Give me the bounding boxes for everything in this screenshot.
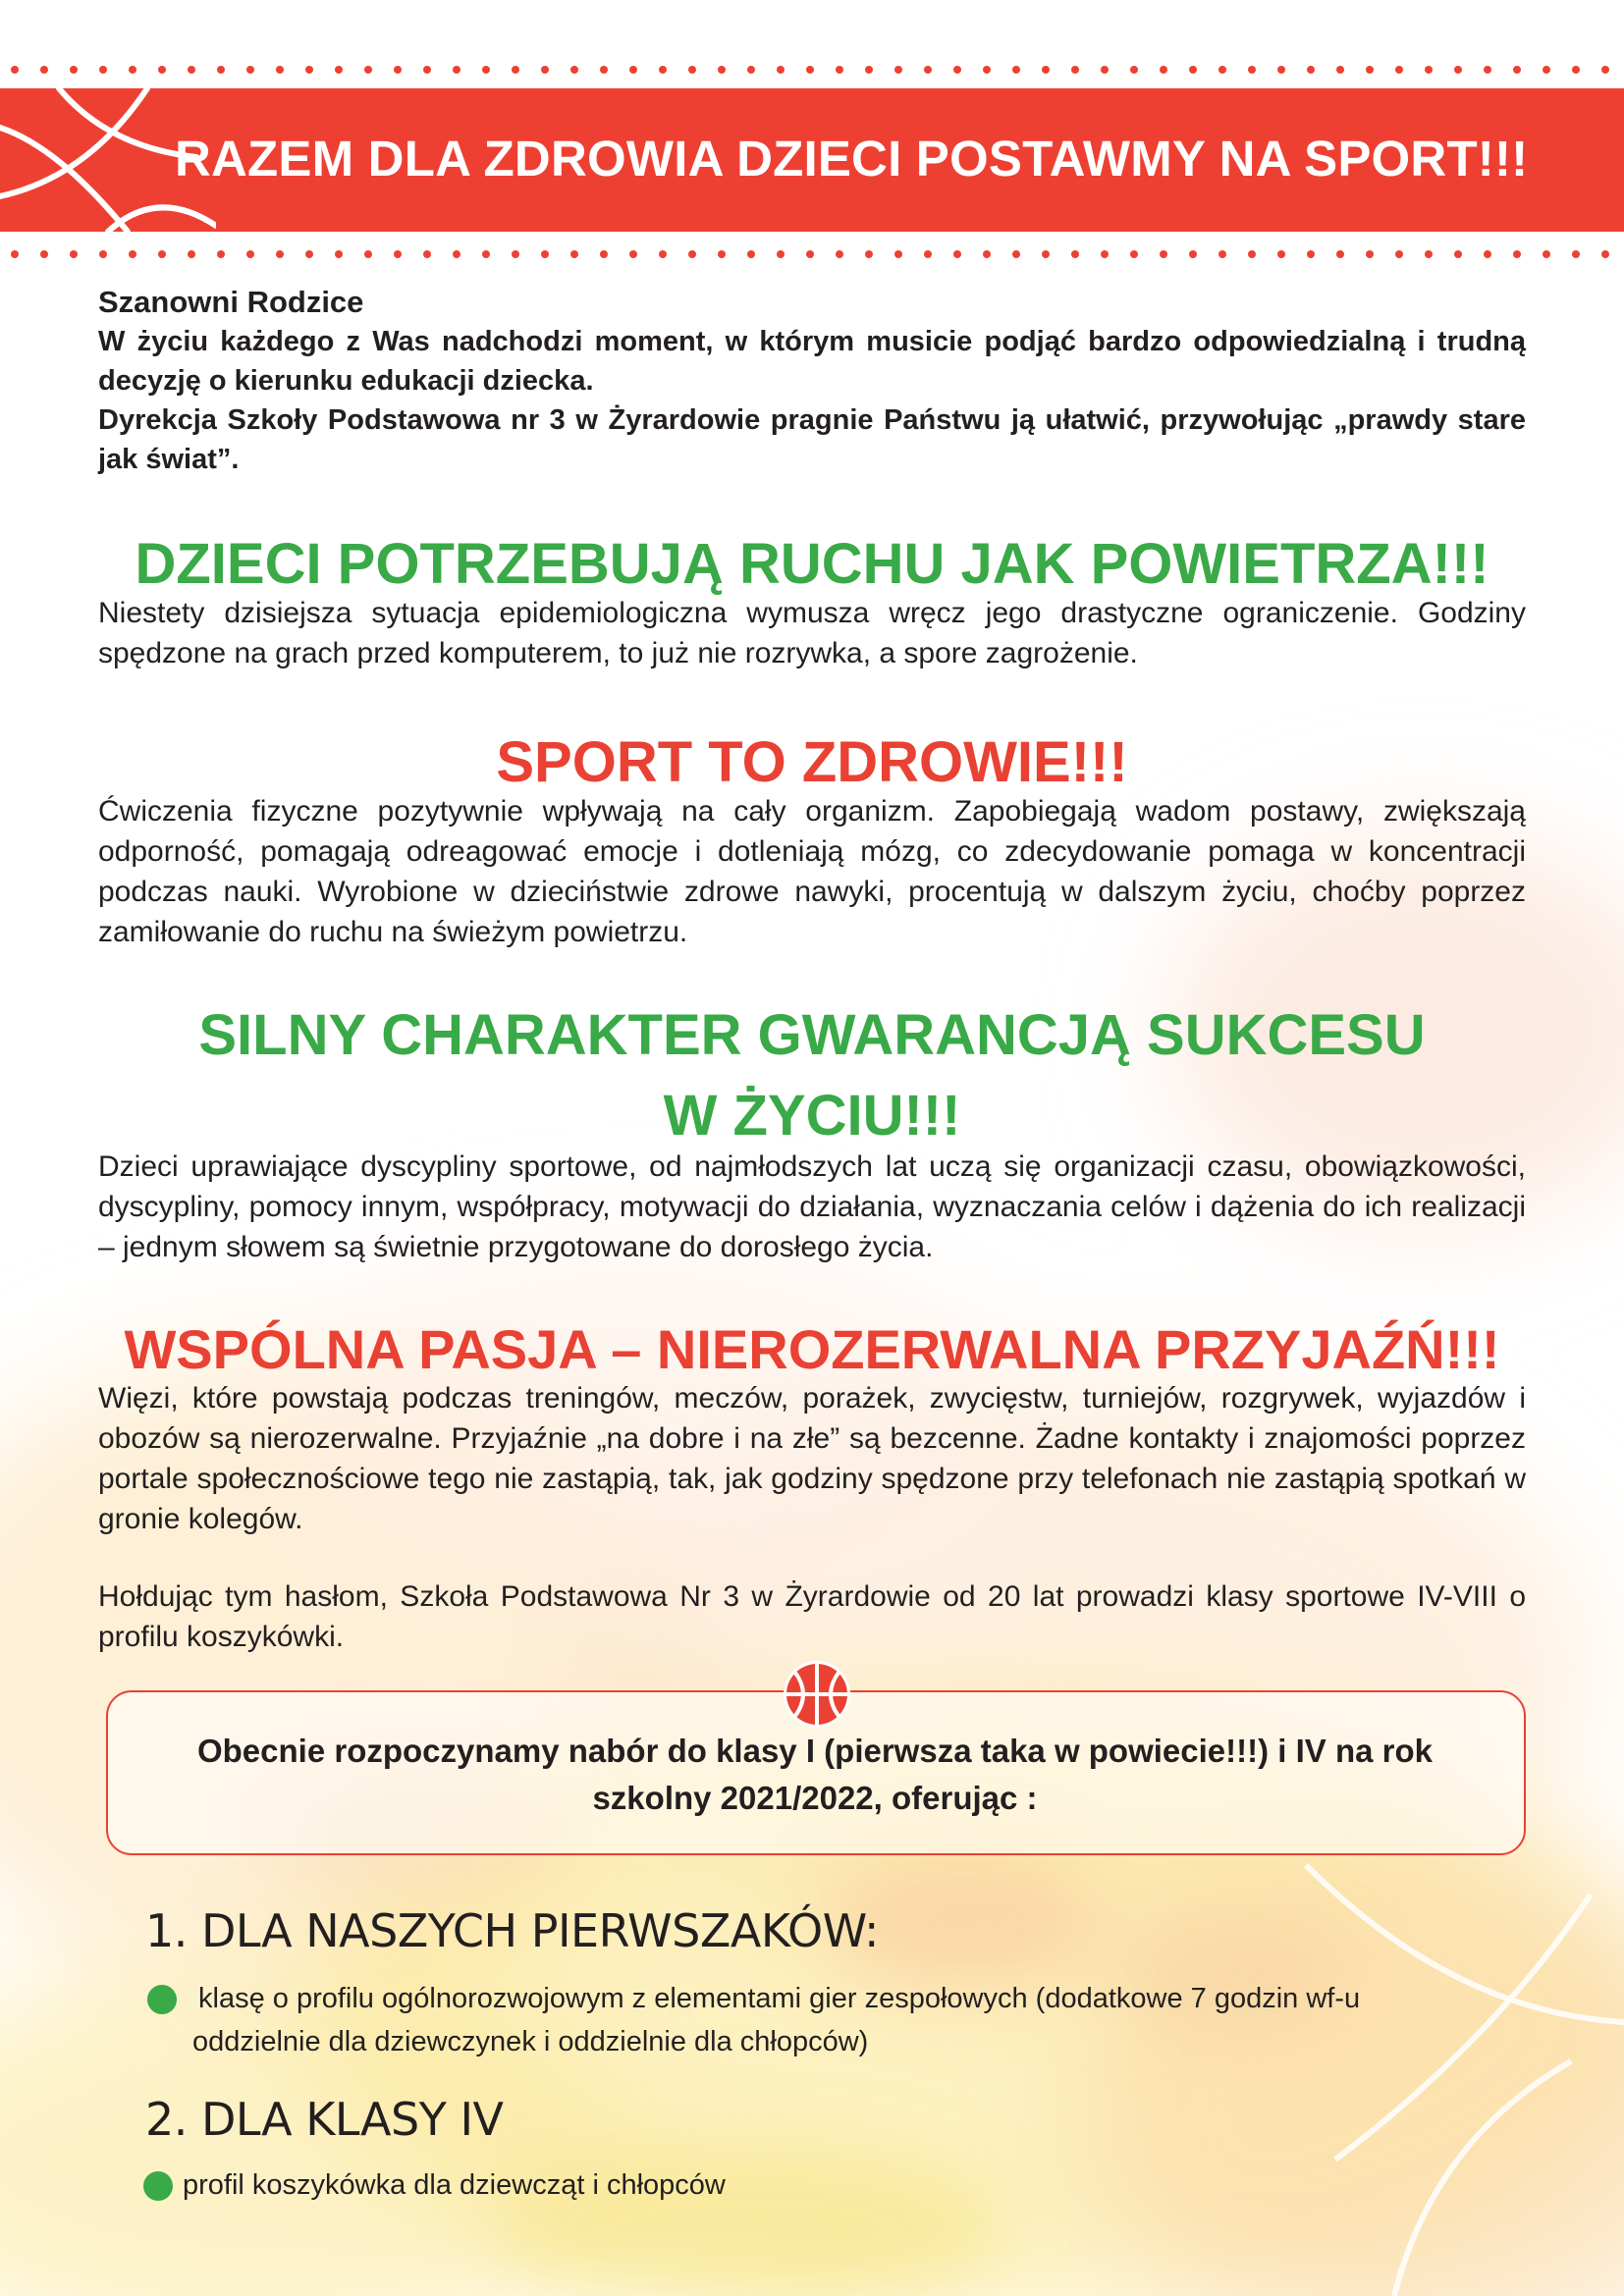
section-text-1: Niestety dzisiejsza sytuacja epidemiologiczna wymusza wręcz jego drastyczne ograniczenie. Godziny spędzone na grach przed komputerem, to już nie rozrywka, a spore zagrożenie. bbox=[98, 597, 1526, 669]
basketball-icon bbox=[782, 1659, 852, 1730]
section-text-2: Ćwiczenia fizyczne pozytywnie wpływają na cały organizm. Zapobiegają wadom postawy, zwiększają odporność, pomagają odreagować emocje i dotleniają mózg, co zdecydowanie pomaga w koncentracji podczas nauki. Wyrobione w dzieciństwie zdrowe nawyki, procentują w dalszym życiu, choćby poprzez zamiłowanie do ruchu na świeżym powietrzu. bbox=[98, 795, 1526, 948]
list-heading-2: 2. DLA KLASY IV bbox=[145, 2093, 504, 2146]
intro-line-1: W życiu każdego z Was nadchodzi moment, w którym musicie podjąć bardzo odpowiedzialną i trudną decyzję o kierunku edukacji dziecka. bbox=[98, 326, 1526, 397]
intro-line-2: Dyrekcja Szkoły Podstawowa nr 3 w Żyrardowie pragnie Państwu ją ułatwić, przywołując „prawdy stare jak świat”. bbox=[98, 404, 1526, 475]
dotted-border-bottom bbox=[0, 247, 1624, 261]
greeting: Szanowni Rodzice bbox=[98, 285, 364, 319]
dotted-border-top bbox=[0, 63, 1624, 77]
section-heading-2: SPORT TO ZDROWIE!!! bbox=[496, 730, 1128, 794]
list-heading-1: 1. DLA NASZYCH PIERWSZAKÓW: bbox=[145, 1904, 879, 1957]
green-dot-icon bbox=[143, 2171, 173, 2201]
offer-line-1: Obecnie rozpoczynamy nabór do klasy I (pierwsza taka w powiecie!!!) i IV na rok bbox=[196, 1733, 1433, 1769]
offer-text bbox=[128, 1728, 1502, 1822]
list-item-1-line-2: oddzielnie dla dziewczynek i oddzielnie dla chłopców) bbox=[192, 2026, 869, 2057]
offer-line-2: szkolny 2021/2022, oferując : bbox=[592, 1780, 1038, 1816]
list-item-1-line-1: klasę o profilu ogólnorozwojowym z elementami gier zespołowych (dodatkowe 7 godzin wf-u bbox=[198, 1983, 1361, 2014]
header-title: RAZEM DLA ZDROWIA DZIECI POSTAWMY NA SPORT!!! bbox=[175, 131, 1529, 187]
section-text-3: Dzieci uprawiające dyscypliny sportowe, od najmłodszych lat uczą się organizacji czasu, obowiązkowości, dyscypliny, pomocy innym, współpracy, motywacji do działania, wyznaczania celów i dążenia do ich realizacji – jednym słowem są świetnie przygotowane do dorosłego życia. bbox=[98, 1150, 1526, 1263]
section-heading-3-line-2: W ŻYCIU!!! bbox=[663, 1084, 961, 1148]
section-text-4: Więzi, które powstają podczas treningów, meczów, porażek, zwycięstw, turniejów, rozgrywek, wyjazdów i obozów są nierozerwalne. Przyjaźnie „na dobre i na złe” są bezcenne. Żadne kontakty i znajomości poprzez portale społecznościowe tego nie zastąpią, tak, jak godziny spędzone przy telefonach nie zastąpią spotkań w gronie kolegów. bbox=[98, 1382, 1526, 1535]
closing-text: Hołdując tym hasłom, Szkoła Podstawowa Nr 3 w Żyrardowie od 20 lat prowadzi klasy sportowe IV-VIII o profilu koszykówki. bbox=[98, 1580, 1526, 1653]
section-heading-4: WSPÓLNA PASJA – NIEROZERWALNA PRZYJAŹŃ!!! bbox=[124, 1318, 1500, 1380]
header-banner bbox=[0, 88, 1624, 232]
green-dot-icon bbox=[147, 1985, 177, 2014]
section-heading-3-line-1: SILNY CHARAKTER GWARANCJĄ SUKCESU bbox=[198, 1003, 1426, 1067]
section-heading-1: DZIECI POTRZEBUJĄ RUCHU JAK POWIETRZA!!! bbox=[135, 532, 1489, 596]
intro-block bbox=[98, 283, 1526, 479]
list-item-2: profil koszykówka dla dziewcząt i chłopców bbox=[183, 2169, 726, 2201]
